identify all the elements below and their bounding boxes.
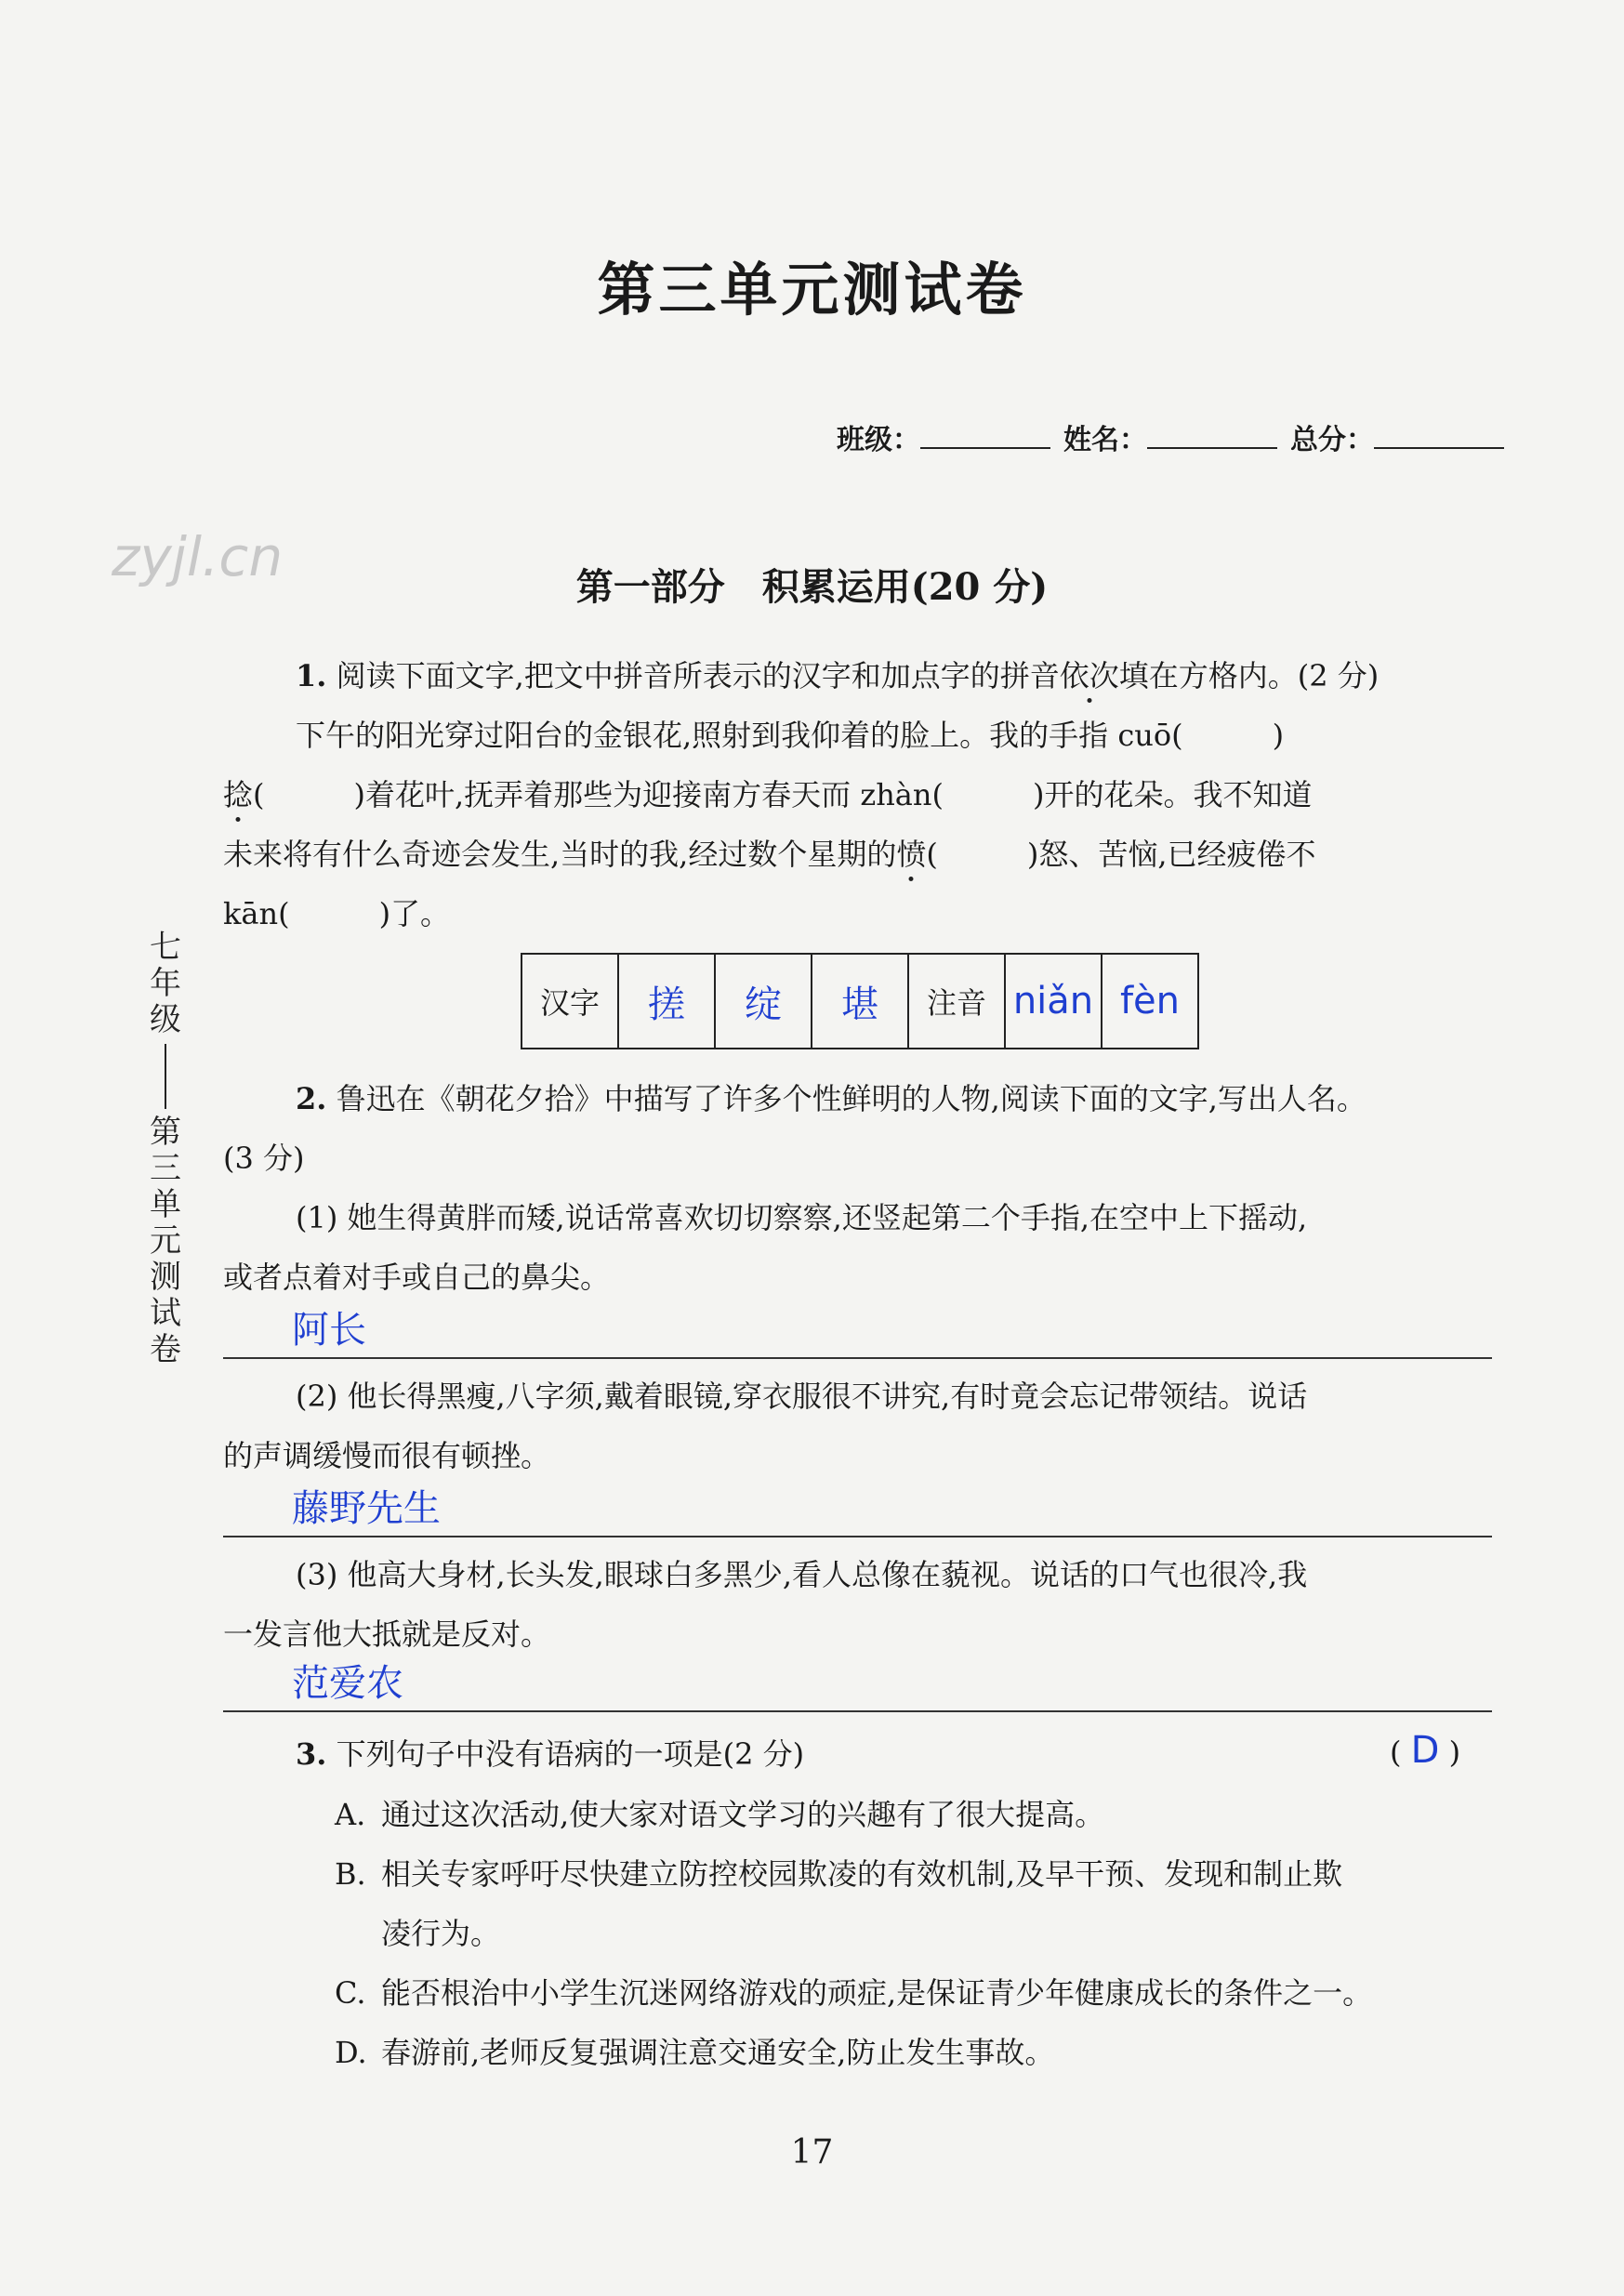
q1-prompt bbox=[223, 646, 1492, 706]
option-b-text: 相关专家呼吁尽快建立防控校园欺凌的有效机制,及早干预、发现和制止欺 bbox=[381, 1856, 1343, 1892]
q2-answer-line-3[interactable] bbox=[223, 1653, 1492, 1712]
option-c-label: C. bbox=[335, 1975, 366, 2011]
side-divider bbox=[165, 1044, 166, 1109]
q3-answer: D bbox=[1410, 1729, 1440, 1772]
q2-answer-1: 阿长 bbox=[292, 1309, 366, 1352]
option-a[interactable] bbox=[335, 1785, 1492, 1844]
answer-cell-2[interactable]: 绽 bbox=[715, 954, 812, 1049]
q1-line2-text: ( )着花叶,抚弄着那些为迎接南方春天而 zhàn( )开的花朵。我不知道 bbox=[253, 777, 1313, 812]
q2-s1-line2: 或者点着对手或自己的鼻尖。 bbox=[223, 1260, 611, 1295]
q3-paren-left: ( bbox=[1390, 1735, 1402, 1770]
q3-prompt bbox=[223, 1724, 1492, 1784]
q3-answer-bracket[interactable] bbox=[1390, 1729, 1460, 1772]
q1-dotted-char-2: 愤 bbox=[896, 837, 927, 872]
answer-cell-3[interactable]: 堪 bbox=[812, 954, 908, 1049]
class-blank bbox=[920, 421, 1050, 449]
option-b[interactable] bbox=[335, 1844, 1492, 1963]
option-d[interactable] bbox=[335, 2023, 1492, 2082]
name-blank bbox=[1147, 421, 1277, 449]
question-1 bbox=[223, 646, 1492, 943]
option-b-continuation: 凌行为。 bbox=[381, 1916, 501, 1951]
q2-number: 2. bbox=[296, 1081, 327, 1116]
q1-line2 bbox=[223, 765, 1492, 825]
q1-number: 1. bbox=[296, 658, 327, 693]
question-2 bbox=[223, 1069, 1492, 1307]
q2-s3-line2: 一发言他大抵就是反对。 bbox=[223, 1616, 551, 1652]
q2-sub-3 bbox=[223, 1545, 1492, 1664]
page-title: 第三单元测试卷 bbox=[597, 256, 1027, 323]
q2-answer-line-1[interactable] bbox=[223, 1300, 1492, 1359]
q2-answer-line-2[interactable] bbox=[223, 1478, 1492, 1537]
student-info-line bbox=[837, 416, 1506, 457]
q1-line3-a: 未来将有什么奇迹会发生,当时的我,经过数个星期的 bbox=[223, 837, 897, 872]
class-label: 班级： bbox=[837, 424, 920, 456]
side-label bbox=[144, 930, 187, 1368]
q1-prompt-dotted: 依次 bbox=[1059, 658, 1119, 693]
name-label: 姓名： bbox=[1063, 424, 1147, 456]
side-unit: 第三单元测试卷 bbox=[150, 1114, 181, 1368]
q2-score: (3 分) bbox=[223, 1141, 305, 1176]
question-3 bbox=[223, 1724, 1492, 1784]
side-grade: 七年级 bbox=[150, 929, 181, 1038]
q2-answer-2: 藤野先生 bbox=[292, 1487, 441, 1530]
q3-paren-right: ) bbox=[1448, 1735, 1461, 1770]
option-a-text: 通过这次活动,使大家对语文学习的兴趣有了很大提高。 bbox=[381, 1797, 1105, 1832]
option-d-label: D. bbox=[335, 2035, 367, 2070]
option-c-text: 能否根治中小学生沉迷网络游戏的顽症,是保证青少年健康成长的条件之一。 bbox=[381, 1975, 1373, 2011]
q2-s3-line1: (3) 他高大身材,长头发,眼球白多黑少,看人总像在藐视。说话的口气也很冷,我 bbox=[296, 1557, 1308, 1592]
q1-line3-b: ( )怒、苦恼,已经疲倦不 bbox=[926, 837, 1316, 872]
answer-cell-1[interactable]: 搓 bbox=[618, 954, 715, 1049]
section-heading: 第一部分 积累运用(20 分) bbox=[575, 565, 1049, 609]
q1-prompt-a: 阅读下面文字,把文中拼音所表示的汉字和加点字的拼音 bbox=[326, 658, 1060, 693]
q2-answer-3: 范爱农 bbox=[292, 1662, 403, 1705]
q2-prompt bbox=[223, 1069, 1492, 1128]
q1-answer-table bbox=[521, 953, 1199, 1049]
q2-s1-line1: (1) 她生得黄胖而矮,说话常喜欢切切察察,还竖起第二个手指,在空中上下摇动, bbox=[296, 1200, 1308, 1235]
option-d-text: 春游前,老师反复强调注意交通安全,防止发生事故。 bbox=[381, 2035, 1055, 2070]
q1-line4: kān( )了。 bbox=[223, 896, 451, 931]
page-number: 17 bbox=[790, 2133, 834, 2171]
watermark: zyjl.cn bbox=[112, 525, 284, 588]
score-label: 总分： bbox=[1290, 424, 1374, 456]
table-label-hanzi: 汉字 bbox=[522, 954, 618, 1049]
q3-number: 3. bbox=[296, 1736, 327, 1772]
q2-s2-line2: 的声调缓慢而很有顿挫。 bbox=[223, 1438, 551, 1473]
option-c[interactable] bbox=[335, 1963, 1492, 2023]
q1-line1: 下午的阳光穿过阳台的金银花,照射到我仰着的脸上。我的手指 cuō( ) bbox=[296, 718, 1285, 753]
q1-prompt-b: 填在方格内。(2 分) bbox=[1118, 658, 1380, 693]
answer-cell-4[interactable]: niǎn bbox=[1005, 954, 1102, 1049]
q1-line3 bbox=[223, 825, 1492, 884]
table-label-pinyin: 注音 bbox=[908, 954, 1005, 1049]
option-a-label: A. bbox=[335, 1797, 366, 1832]
score-blank bbox=[1374, 421, 1504, 449]
option-b-label: B. bbox=[335, 1856, 366, 1892]
q2-s2-line1: (2) 他长得黑瘦,八字须,戴着眼镜,穿衣服很不讲究,有时竟会忘记带领结。说话 bbox=[296, 1379, 1308, 1414]
answer-cell-5[interactable]: fèn bbox=[1102, 954, 1198, 1049]
q2-sub-2 bbox=[223, 1366, 1492, 1485]
q2-prompt-text: 鲁迅在《朝花夕拾》中描写了许多个性鲜明的人物,阅读下面的文字,写出人名。 bbox=[326, 1081, 1367, 1116]
q3-prompt-text: 下列句子中没有语病的一项是(2 分) bbox=[326, 1736, 805, 1772]
q1-dotted-char-1: 捻 bbox=[223, 777, 254, 812]
